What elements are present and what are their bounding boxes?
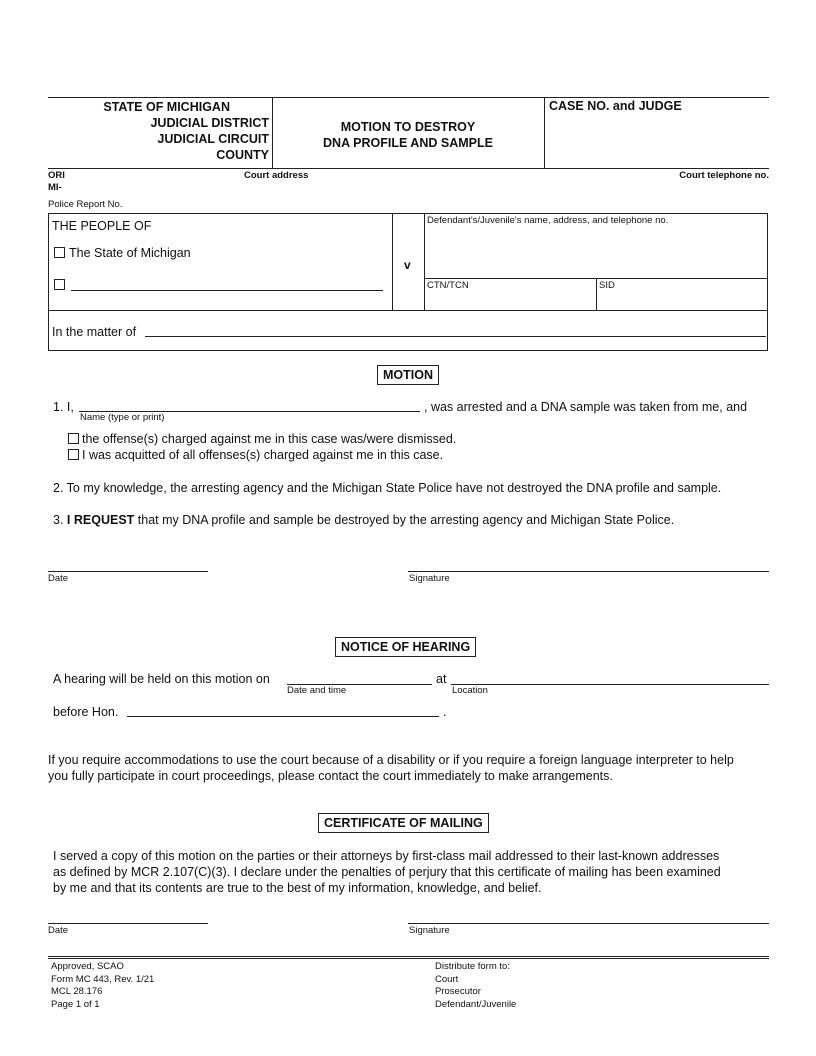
judge-name-line[interactable]: [127, 716, 439, 717]
state-option-label: The State of Michigan: [69, 246, 191, 260]
form-title-line1: MOTION TO DESTROY: [340, 120, 476, 134]
distribute-court: Court: [435, 973, 459, 985]
parties-box: [48, 213, 768, 351]
header-top-rule: [48, 97, 769, 98]
item2-text: 2. To my knowledge, the arresting agency and the Michigan State Police have not destroyed the DNA profile and sample.: [53, 481, 722, 495]
judicial-district-label: JUDICIAL DISTRICT: [150, 116, 269, 130]
header-divider-2: [544, 97, 545, 168]
people-of-label: THE PEOPLE OF: [52, 219, 152, 233]
mailing-line1: I served a copy of this motion on the parties or their attorneys by first-class mail addressed to their last-known addresses: [53, 849, 720, 863]
county-label: COUNTY: [216, 148, 269, 162]
item3-request: I REQUEST: [66, 513, 135, 527]
footer-distribution: [435, 961, 516, 1011]
ctn-sid-divider: [596, 278, 597, 310]
item1-prefix: 1. I,: [53, 400, 74, 414]
acquitted-option: [68, 448, 443, 462]
state-of-michigan-checkbox[interactable]: [54, 247, 65, 258]
other-plaintiff-line[interactable]: [71, 290, 383, 291]
ori-label: ORI: [48, 170, 65, 181]
hearing-title: NOTICE OF HEARING: [335, 637, 476, 657]
police-report-label: Police Report No.: [48, 199, 123, 210]
mailing-line3: by me and that its contents are true to the best of my information, knowledge, and belief.: [53, 881, 542, 895]
court-telephone-label: Court telephone no.: [679, 170, 769, 181]
footer-page: Page 1 of 1: [51, 998, 100, 1010]
footer-double-rule: [48, 956, 769, 959]
defendant-label: Defendant's/Juvenile's name, address, and telephone no.: [427, 215, 669, 226]
in-matter-of-label: In the matter of: [52, 325, 137, 339]
item3-prefix: 3.: [53, 513, 64, 527]
footer-approved: Approved, SCAO: [51, 961, 124, 972]
dismissed-checkbox[interactable]: [68, 433, 79, 444]
motion-date-label: Date: [48, 573, 69, 584]
case-no-label: CASE NO. and JUDGE: [549, 99, 682, 113]
distribute-prosecutor: Prosecutor: [435, 986, 481, 997]
name-caption: Name (type or print): [80, 412, 165, 423]
item3: [53, 513, 674, 527]
parties-divider-left: [392, 213, 393, 310]
judicial-circuit-label: JUDICIAL CIRCUIT: [157, 132, 269, 146]
mailing-title: CERTIFICATE OF MAILING: [318, 813, 489, 833]
versus-label: v: [404, 258, 411, 272]
header-bottom-rule: [48, 168, 769, 169]
acquitted-label: I was acquitted of all offenses(s) charged against me in this case.: [82, 448, 444, 462]
other-plaintiff-checkbox[interactable]: [54, 279, 65, 290]
hearing-prefix: A hearing will be held on this motion on: [53, 672, 270, 686]
footer-left: [51, 961, 154, 1011]
parties-divider-right: [424, 213, 425, 310]
motion-title: MOTION: [377, 365, 439, 385]
form-title-line2: DNA PROFILE AND SAMPLE: [323, 136, 493, 150]
distribute-label: Distribute form to:: [435, 961, 510, 972]
mailing-signature-label: Signature: [409, 925, 450, 936]
item1-suffix: , was arrested and a DNA sample was taken from me, and: [424, 400, 748, 414]
court-heading: [48, 99, 230, 115]
ctn-tcn-label: CTN/TCN: [427, 280, 469, 291]
mi-label: MI-: [48, 182, 62, 193]
accommodations-text: [48, 752, 773, 784]
footer-form: Form MC 443, Rev. 1/21: [51, 973, 155, 985]
sid-label: SID: [599, 280, 615, 291]
mailing-signature-line[interactable]: [408, 923, 769, 924]
before-hon-period: .: [443, 705, 447, 719]
parties-matter-rule: [48, 310, 768, 311]
in-matter-of-line[interactable]: [145, 336, 766, 337]
hearing-at: at: [436, 672, 447, 686]
other-plaintiff-option: [54, 278, 69, 292]
form-title: [272, 119, 544, 151]
accommodations-line1: If you require accommodations to use the court because of a disability or if you require a foreign language interpreter to help: [48, 753, 734, 767]
dismissed-option: [68, 432, 456, 446]
mailing-text: [53, 848, 778, 896]
hearing-location-line[interactable]: [451, 684, 769, 685]
state-option: [54, 246, 191, 260]
mailing-date-line[interactable]: [48, 923, 208, 924]
before-hon-label: before Hon.: [53, 705, 119, 719]
accommodations-line2: you fully participate in court proceedings, please contact the court immediately to make arrangements.: [48, 769, 613, 783]
motion-signature-line[interactable]: [408, 571, 769, 572]
mailing-date-label: Date: [48, 925, 69, 936]
distribute-defendant: Defendant/Juvenile: [435, 998, 517, 1010]
dismissed-label: the offense(s) charged against me in this case was/were dismissed.: [82, 432, 457, 446]
footer-mcl: MCL 28.176: [51, 986, 103, 997]
motion-signature-label: Signature: [409, 573, 450, 584]
court-address-label: Court address: [244, 170, 309, 181]
mailing-line2: as defined by MCR 2.107(C)(3). I declare under the penalties of perjury that this certificate of mailing has been examined: [53, 865, 721, 879]
state-label: STATE OF MICHIGAN: [103, 100, 230, 114]
ori-block: [48, 170, 65, 194]
court-levels: [48, 115, 269, 163]
location-caption: Location: [452, 685, 488, 696]
date-time-caption: Date and time: [287, 685, 347, 696]
acquitted-checkbox[interactable]: [68, 449, 79, 460]
item3-text: that my DNA profile and sample be destroyed by the arresting agency and Michigan State Police.: [137, 513, 675, 527]
motion-date-line[interactable]: [48, 571, 208, 572]
